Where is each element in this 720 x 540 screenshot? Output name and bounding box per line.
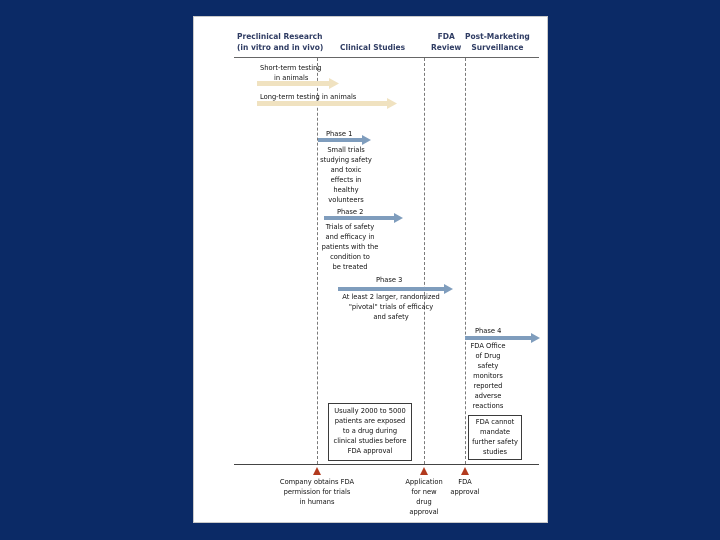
header-post-marketing: Post-Marketing Surveillance [465,32,530,52]
phase-1-description: Small trials studying safety and toxic effects in healthy volunteers [320,146,372,204]
milestone-nda-label: Application for new drug approval [405,478,443,516]
header-preclinical: Preclinical Research (in vitro and in vivo) [237,32,324,52]
marker-fda-permission [313,467,321,475]
phase-4-label: Phase 4 [475,327,502,335]
timeline-baseline [234,464,539,465]
long-term-label: Long-term testing in animals [260,93,357,101]
phase-3-description: At least 2 larger, randomized "pivotal" trials of efficacy and safety [342,293,440,321]
phase-4-description: FDA Office of Drug safety monitors reported adverse reactions [470,342,506,410]
phase-1-label: Phase 1 [326,130,353,138]
phase-2-label: Phase 2 [337,208,364,216]
phase-2-description: Trials of safety and efficacy in patients with the condition to be treated [321,223,379,271]
exposure-note-box: Usually 2000 to 5000 patients are exposed to a drug during clinical studies before FDA approval [328,403,412,461]
header-clinical: Clinical Studies [340,43,406,52]
marker-fda-approval [461,467,469,475]
milestone-fda-approval-label: FDA approval [450,478,480,496]
milestone-fda-permission-label: Company obtains FDA permission for trials in humans [279,478,355,506]
marker-nda-application [420,467,428,475]
short-term-label: Short-term testing in animals [260,64,322,82]
header-fda-review: FDA Review [431,32,462,52]
fda-cannot-note-box: FDA cannot mandate further safety studies [468,415,522,460]
phase-3-label: Phase 3 [376,276,403,284]
diagram-panel [194,17,547,522]
